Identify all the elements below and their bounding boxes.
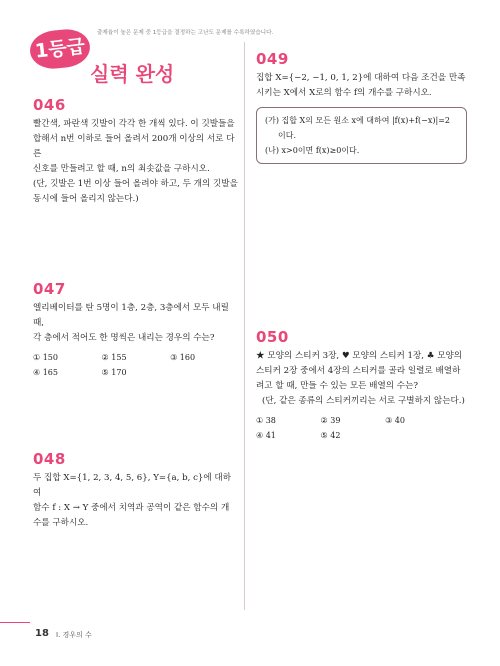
choice-2[interactable]: ② 39 xyxy=(320,416,341,425)
choice-3[interactable]: ③ 160 xyxy=(170,353,196,362)
question-text xyxy=(256,349,471,409)
question-line: ★ 모양의 스티커 3장, ♥ 모양의 스티커 1장, ♣ 모양의 xyxy=(256,351,463,361)
question-text xyxy=(33,301,238,346)
question-text xyxy=(256,71,471,101)
question-line: 함수 f : X → Y 중에서 치역과 공역이 같은 함수의 개 xyxy=(33,503,230,513)
question-number: 047 xyxy=(33,280,66,298)
question-line: 빨간색, 파란색 깃발이 각각 한 개씩 있다. 이 깃발들을 xyxy=(33,119,235,129)
question-line: 시키는 X에서 X로의 함수 f의 개수를 구하시오. xyxy=(256,88,432,98)
choice-5[interactable]: ⑤ 42 xyxy=(320,431,341,440)
choice-1[interactable]: ① 38 xyxy=(256,416,276,425)
choice-4[interactable]: ④ 41 xyxy=(256,431,276,440)
question-number: 050 xyxy=(256,328,289,346)
answer-choices xyxy=(256,413,471,443)
page-title: 실력 완성 xyxy=(90,62,175,86)
question-line: 합해서 n번 이하로 들어 올려서 200개 이상의 서로 다른 xyxy=(33,134,235,159)
question-046 xyxy=(33,96,238,207)
question-050 xyxy=(256,328,471,443)
question-line: 신호를 만들려고 할 때, n의 최솟값을 구하시오. xyxy=(33,164,210,174)
header-subtitle: 출제율이 높은 문제 중 1등급을 결정하는 고난도 문제를 수록하였습니다. xyxy=(97,30,274,36)
footer-rule xyxy=(0,622,30,623)
choice-3[interactable]: ③ 40 xyxy=(385,416,405,425)
level-badge-text: 1등급 xyxy=(34,35,86,63)
condition-box xyxy=(256,107,467,164)
level-badge xyxy=(28,27,92,71)
choice-4[interactable]: ④ 165 xyxy=(33,368,58,377)
footer xyxy=(0,622,500,666)
question-text xyxy=(33,117,238,207)
column-divider xyxy=(244,42,245,610)
question-text xyxy=(33,471,238,531)
question-number: 046 xyxy=(33,96,66,114)
question-049 xyxy=(256,50,471,164)
question-line: 동시에 들어 올리지 않는다.) xyxy=(33,194,139,204)
question-line: 엘리베이터를 탄 5명이 1층, 2층, 3층에서 모두 내릴 때, xyxy=(33,303,229,328)
page-number: 18 xyxy=(35,628,49,639)
answer-choices xyxy=(33,350,238,380)
choice-5[interactable]: ⑤ 170 xyxy=(101,368,127,377)
question-line: (단, 깃발은 1번 이상 들어 올려야 하고, 두 개의 깃발을 xyxy=(33,179,238,189)
question-line: 스티커 2장 중에서 4장의 스티커를 골라 일렬로 배열하 xyxy=(256,366,461,376)
question-line: (단, 같은 종류의 스티커끼리는 서로 구별하지 않는다.) xyxy=(262,396,465,406)
question-line: 집합 X={−2, −1, 0, 1, 2}에 대하여 다음 조건을 만족 xyxy=(256,73,466,83)
chapter-label: I. 경우의 수 xyxy=(56,631,92,639)
question-line: 각 층에서 적어도 한 명씩은 내리는 경우의 수는? xyxy=(33,333,215,343)
question-line: 수를 구하시오. xyxy=(33,518,89,528)
condition-a-cont: 이다. xyxy=(278,131,296,140)
question-number: 048 xyxy=(33,450,66,468)
question-line: 려고 할 때, 만들 수 있는 모든 배열의 수는? xyxy=(256,381,419,391)
condition-a: (가) 집합 X의 모든 원소 x에 대하여 |f(x)+f(−x)|=2 xyxy=(265,116,451,125)
question-line: 두 집합 X={1, 2, 3, 4, 5, 6}, Y={a, b, c}에 대하여 xyxy=(33,473,232,498)
question-047 xyxy=(33,280,238,380)
condition-b: (나) x>0이면 f(x)≥0이다. xyxy=(265,146,360,155)
choice-1[interactable]: ① 150 xyxy=(33,353,58,362)
choice-2[interactable]: ② 155 xyxy=(101,353,127,362)
question-048 xyxy=(33,450,238,531)
question-number: 049 xyxy=(256,50,289,68)
